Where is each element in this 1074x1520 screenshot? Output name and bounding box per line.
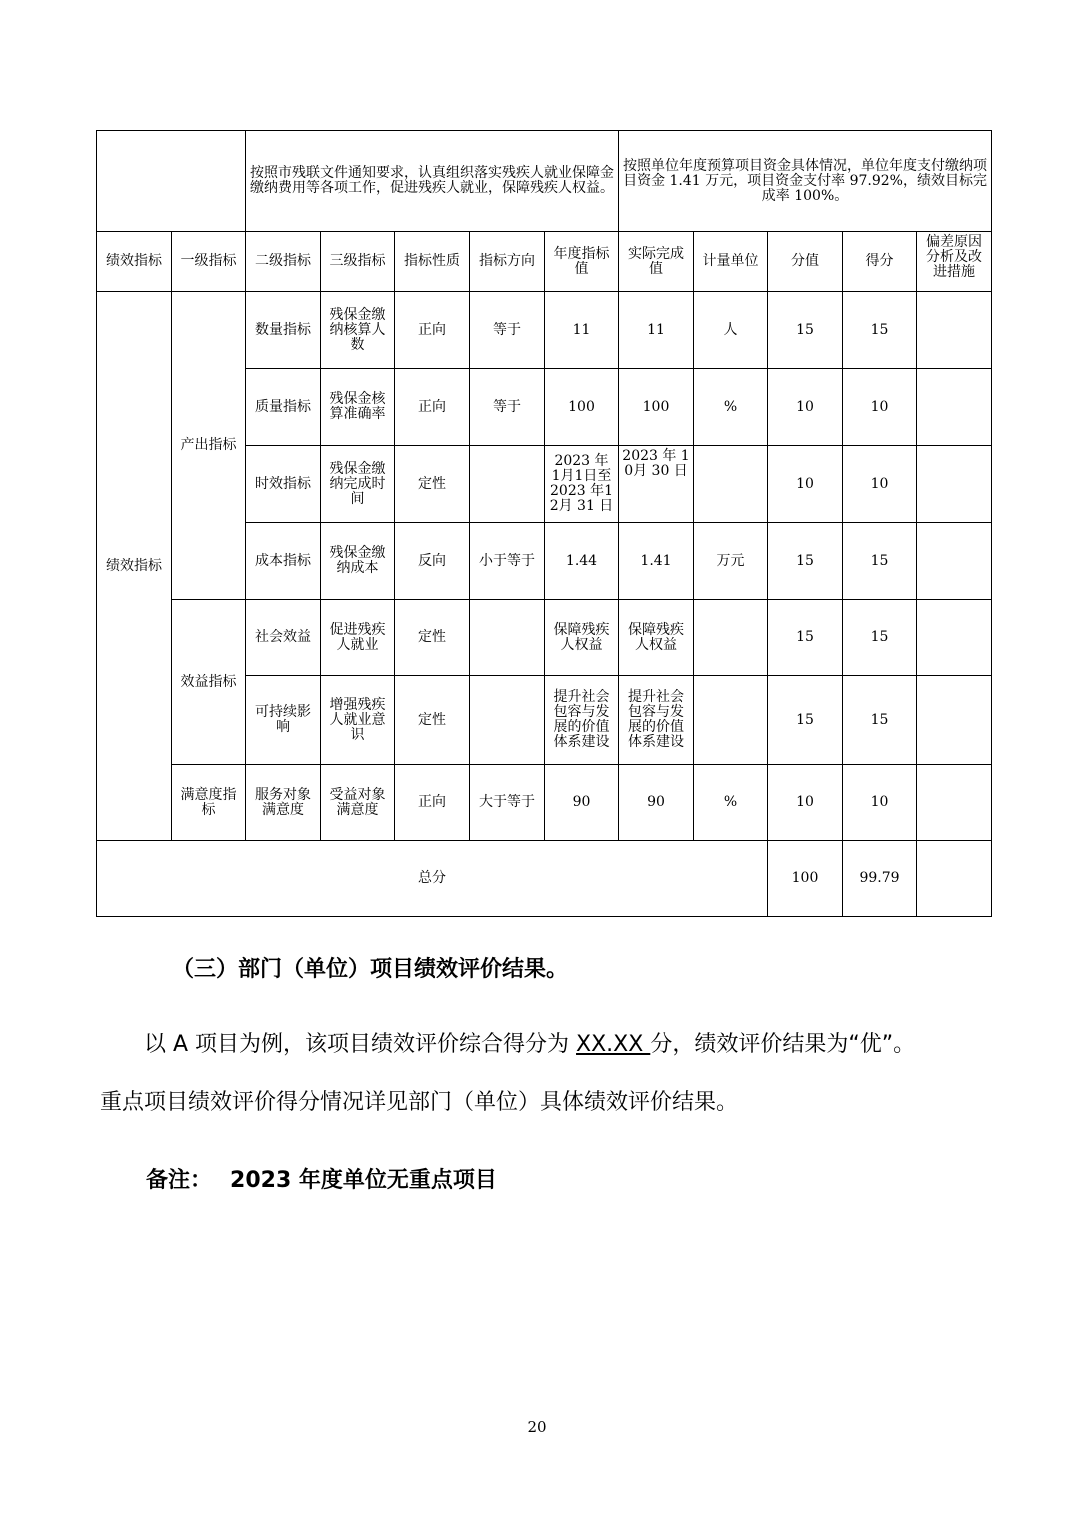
- deviation-cell: [917, 369, 992, 446]
- actual-cell: 100: [619, 369, 694, 446]
- nature-cell: 正向: [395, 292, 470, 369]
- header-cell: 得分: [843, 232, 917, 292]
- target-cell: 2023 年 1月1日至 2023 年12月 31 日: [545, 446, 619, 523]
- nature-cell: 定性: [395, 676, 470, 765]
- unit-cell: %: [694, 369, 768, 446]
- summary-row: [97, 131, 992, 232]
- unit-cell: [694, 676, 768, 765]
- level2-cell: 质量指标: [246, 369, 321, 446]
- total-row: [97, 841, 992, 917]
- direction-cell: 等于: [470, 292, 545, 369]
- table-row: [97, 600, 992, 676]
- table-row: [97, 292, 992, 369]
- placeholder-score: XX.XX: [576, 1032, 651, 1057]
- deviation-cell: [917, 600, 992, 676]
- direction-cell: [470, 446, 545, 523]
- level2-cell: 服务对象满意度: [246, 765, 321, 841]
- actual-cell: 1.41: [619, 523, 694, 600]
- header-cell: 绩效指标: [97, 232, 172, 292]
- score-cell: 15: [768, 523, 843, 600]
- page-number: 20: [527, 1418, 547, 1436]
- direction-cell: 大于等于: [470, 765, 545, 841]
- deviation-cell: [917, 765, 992, 841]
- header-cell: 指标方向: [470, 232, 545, 292]
- level2-cell: 成本指标: [246, 523, 321, 600]
- level3-cell: 受益对象满意度: [321, 765, 395, 841]
- total-label: 总分: [97, 841, 768, 917]
- score-cell: 15: [768, 292, 843, 369]
- actual-cell: 11: [619, 292, 694, 369]
- level3-cell: 残保金缴纳核算人数: [321, 292, 395, 369]
- score-cell: 10: [768, 765, 843, 841]
- nature-cell: 正向: [395, 765, 470, 841]
- header-cell: 三级指标: [321, 232, 395, 292]
- got-cell: 15: [843, 523, 917, 600]
- target-cell: 100: [545, 369, 619, 446]
- para1-pre: 以 A 项目为例，该项目绩效评价综合得分为: [144, 1032, 577, 1057]
- summary-left: 按照市残联文件通知要求，认真组织落实残疾人就业保障金缴纳费用等各项工作，促进残疾人就业，保障残疾人权益。: [246, 131, 619, 232]
- level2-cell: 数量指标: [246, 292, 321, 369]
- target-cell: 保障残疾人权益: [545, 600, 619, 676]
- got-cell: 10: [843, 765, 917, 841]
- direction-cell: [470, 600, 545, 676]
- score-cell: 10: [768, 369, 843, 446]
- score-cell: 15: [768, 600, 843, 676]
- header-cell: 分值: [768, 232, 843, 292]
- deviation-cell: [917, 292, 992, 369]
- col0-label: 绩效指标: [97, 292, 172, 841]
- unit-cell: [694, 600, 768, 676]
- note-label: 备注：: [146, 1168, 213, 1193]
- detail-paragraph: 重点项目绩效评价得分情况详见部门（单位）具体绩效评价结果。: [100, 1090, 739, 1115]
- header-cell: 一级指标: [172, 232, 246, 292]
- total-got: 99.79: [843, 841, 917, 917]
- actual-cell: 提升社会包容与发展的价值体系建设: [619, 676, 694, 765]
- nature-cell: 正向: [395, 369, 470, 446]
- deviation-cell: [917, 676, 992, 765]
- got-cell: 15: [843, 676, 917, 765]
- para1-post: 分，绩效评价结果为“优”。: [650, 1032, 916, 1057]
- actual-cell: 90: [619, 765, 694, 841]
- header-cell: 二级指标: [246, 232, 321, 292]
- actual-cell: 2023 年 10月 30 日: [619, 446, 694, 523]
- unit-cell: %: [694, 765, 768, 841]
- score-cell: 10: [768, 446, 843, 523]
- direction-cell: 小于等于: [470, 523, 545, 600]
- total-deviation: [917, 841, 992, 917]
- header-cell: 计量单位: [694, 232, 768, 292]
- result-paragraph: [100, 1030, 1000, 1060]
- score-cell: 15: [768, 676, 843, 765]
- direction-cell: 等于: [470, 369, 545, 446]
- got-cell: 15: [843, 292, 917, 369]
- summary-right: 按照单位年度预算项目资金具体情况，单位年度支付缴纳项目资金 1.41 万元，项目资金支付率 97.92%，绩效目标完成率 100%。: [619, 131, 992, 232]
- level1-output: 产出指标: [172, 292, 246, 600]
- level2-cell: 时效指标: [246, 446, 321, 523]
- nature-cell: 定性: [395, 446, 470, 523]
- header-cell: 指标性质: [395, 232, 470, 292]
- level1-benefit: 效益指标: [172, 600, 246, 765]
- level3-cell: 残保金核算准确率: [321, 369, 395, 446]
- section-title: （三）部门（单位）项目绩效评价结果。: [172, 957, 569, 982]
- table-row: [97, 765, 992, 841]
- deviation-cell: [917, 523, 992, 600]
- level3-cell: 残保金缴纳成本: [321, 523, 395, 600]
- level2-cell: 社会效益: [246, 600, 321, 676]
- header-cell: 实际完成值: [619, 232, 694, 292]
- target-cell: 1.44: [545, 523, 619, 600]
- header-cell: 年度指标值: [545, 232, 619, 292]
- target-cell: 90: [545, 765, 619, 841]
- level3-cell: 促进残疾人就业: [321, 600, 395, 676]
- level3-cell: 残保金缴纳完成时间: [321, 446, 395, 523]
- got-cell: 15: [843, 600, 917, 676]
- summary-empty-cell: [97, 131, 246, 232]
- level3-cell: 增强残疾人就业意识: [321, 676, 395, 765]
- direction-cell: [470, 676, 545, 765]
- target-cell: 提升社会包容与发展的价值体系建设: [545, 676, 619, 765]
- deviation-cell: [917, 446, 992, 523]
- got-cell: 10: [843, 369, 917, 446]
- nature-cell: 反向: [395, 523, 470, 600]
- header-row: [97, 232, 992, 292]
- performance-table: [96, 130, 992, 917]
- total-score: 100: [768, 841, 843, 917]
- target-cell: 11: [545, 292, 619, 369]
- header-cell: 偏差原因分析及改进措施: [917, 232, 992, 292]
- level1-satisfaction: 满意度指标: [172, 765, 246, 841]
- unit-cell: 人: [694, 292, 768, 369]
- note: [146, 1163, 497, 1194]
- unit-cell: [694, 446, 768, 523]
- actual-cell: 保障残疾人权益: [619, 600, 694, 676]
- unit-cell: 万元: [694, 523, 768, 600]
- note-text: 2023 年度单位无重点项目: [230, 1168, 497, 1193]
- level2-cell: 可持续影响: [246, 676, 321, 765]
- got-cell: 10: [843, 446, 917, 523]
- nature-cell: 定性: [395, 600, 470, 676]
